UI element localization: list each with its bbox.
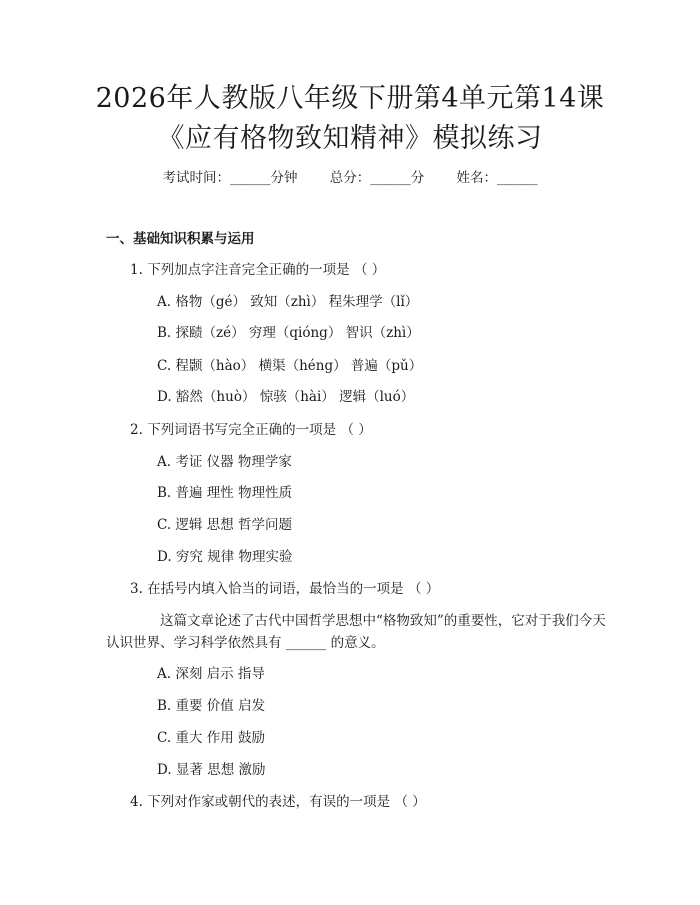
question-1-option-a: A. 格物（gé） 致知（zhì） 程朱理学（lǐ） xyxy=(157,294,419,310)
exam-time: 考试时间：______分钟 xyxy=(162,170,298,186)
title-line-2: 《应有格物致知精神》模拟练习 xyxy=(157,123,543,154)
section-title: 一、基础知识积累与运用 xyxy=(106,231,255,247)
question-3-passage: 这篇文章论述了古代中国哲学思想中“格物致知”的重要性，它对于我们今天认识世界、学习科学依然具有 ______ 的意义。 xyxy=(106,613,606,651)
question-3-stem: 3. 在括号内填入恰当的词语，最恰当的一项是 （ ） xyxy=(130,581,440,597)
question-3-option-b: B. 重要 价值 启发 xyxy=(157,698,266,714)
exam-meta xyxy=(0,168,700,188)
question-2-option-c: C. 逻辑 思想 哲学问题 xyxy=(157,517,293,533)
question-3-option-a: A. 深刻 启示 指导 xyxy=(157,666,265,682)
question-2-option-b: B. 普遍 理性 物理性质 xyxy=(157,485,293,501)
question-2-stem: 2. 下列词语书写完全正确的一项是 （ ） xyxy=(130,422,372,438)
question-4-stem: 4. 下列对作家或朝代的表述，有误的一项是 （ ） xyxy=(130,794,426,810)
question-1-option-b: B. 探赜（zé） 穷理（qióng） 智识（zhì） xyxy=(157,325,420,341)
question-1-stem: 1. 下列加点字注音完全正确的一项是 （ ） xyxy=(130,262,386,278)
question-3-option-c: C. 重大 作用 鼓励 xyxy=(157,730,266,746)
student-name: 姓名：______ xyxy=(456,170,538,186)
question-3-option-d: D. 显著 思想 激励 xyxy=(157,762,266,778)
question-2-option-d: D. 穷究 规律 物理实验 xyxy=(157,549,293,565)
total-score: 总分：______分 xyxy=(329,170,425,186)
question-1-option-d: D. 豁然（huò） 惊骇（hài） 逻辑（luó） xyxy=(157,389,415,405)
question-1-option-c: C. 程颢（hào） 横渠（héng） 普遍（pǔ） xyxy=(157,358,423,374)
question-2-option-a: A. 考证 仪器 物理学家 xyxy=(157,454,292,470)
title-line-1: 2026年人教版八年级下册第4单元第14课 xyxy=(95,83,605,114)
